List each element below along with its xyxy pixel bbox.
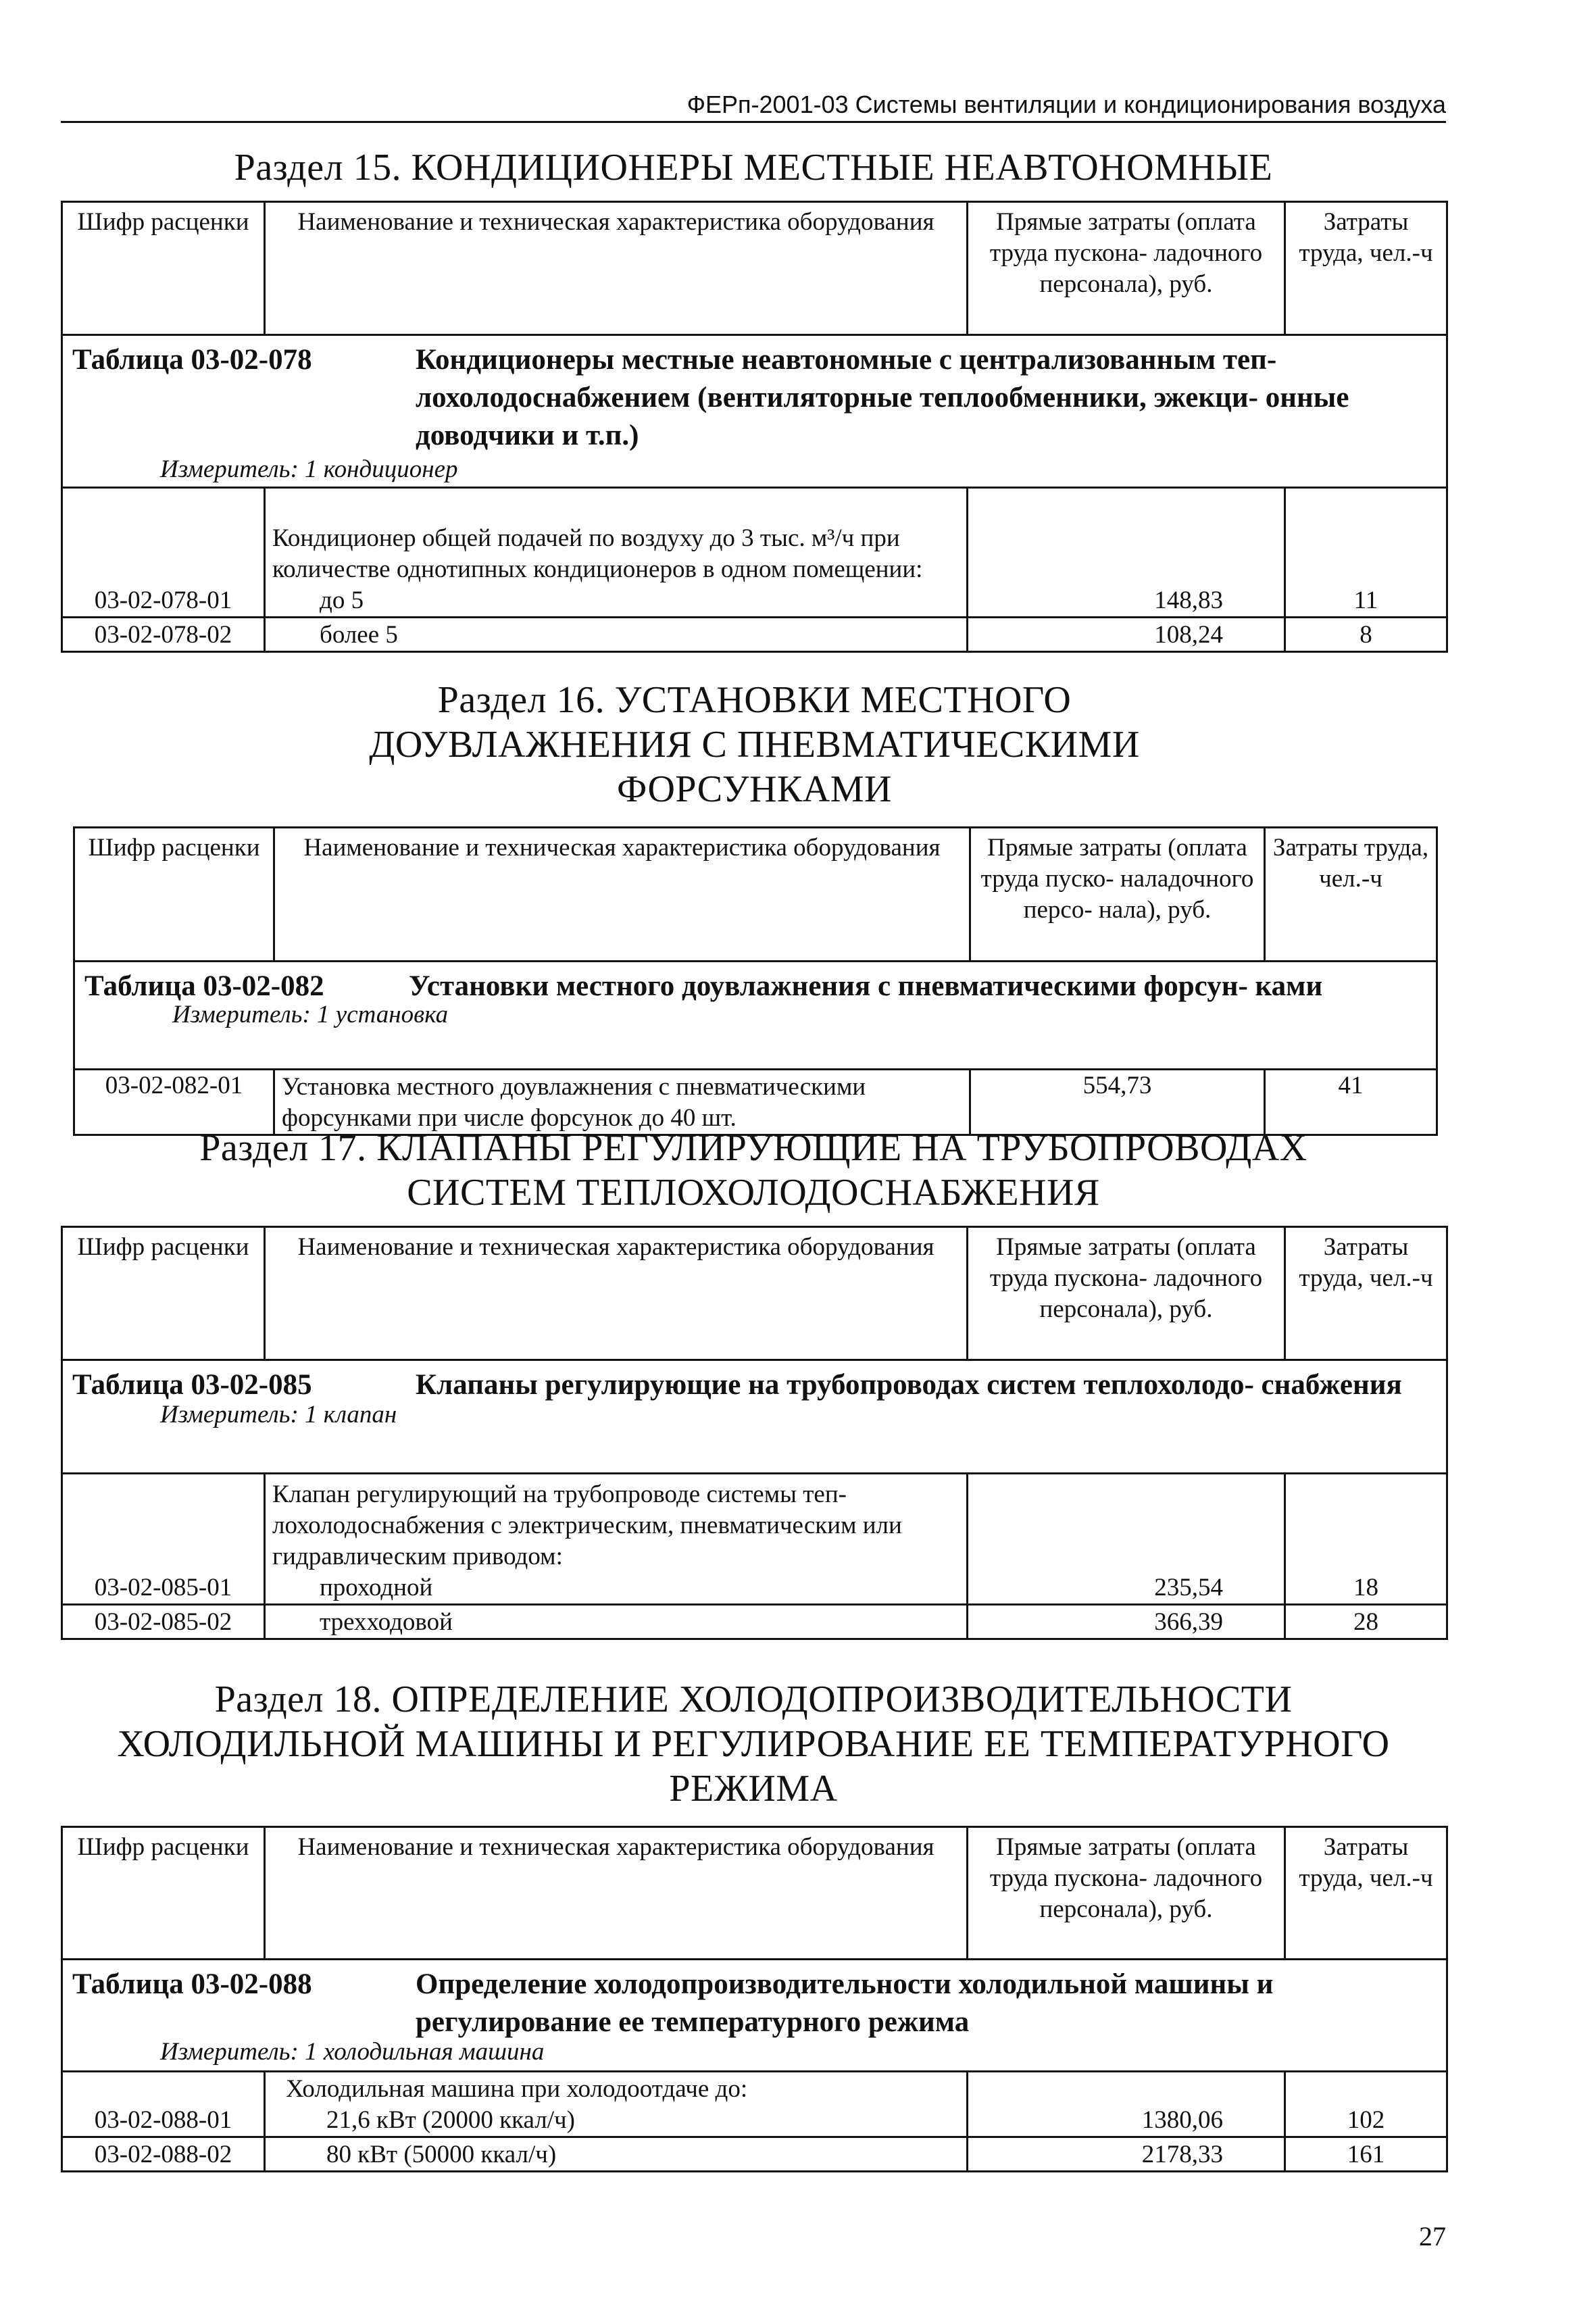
labor-cost: 102 — [1285, 2072, 1447, 2137]
rate-code: 03-02-078-02 — [62, 618, 265, 652]
price-table — [61, 1226, 1448, 1640]
rate-code: 03-02-088-01 — [62, 2072, 265, 2137]
table-row — [62, 2137, 1447, 2172]
table-header-row — [62, 1227, 1447, 1360]
direct-cost: 554,73 — [970, 1070, 1265, 1135]
direct-cost: 108,24 — [968, 618, 1285, 652]
direct-cost: 1380,06 — [968, 2072, 1285, 2137]
table-title: Определение холодопроизводительности холодильной машины и регулирование ее температурного режима — [416, 1968, 1274, 2038]
rate-code: 03-02-078-01 — [62, 488, 265, 618]
col-header-code: Шифр расценки — [74, 828, 274, 962]
col-header-name: Наименование и техническая характеристика оборудования — [265, 202, 968, 335]
direct-cost: 235,54 — [968, 1474, 1285, 1605]
col-header-labor: Затраты труда, чел.-ч — [1265, 828, 1437, 962]
labor-cost: 28 — [1285, 1605, 1447, 1639]
price-table — [73, 826, 1438, 1136]
table-title: Кондиционеры местные неавтономные с централизованным теп- лохолодоснабжением (вентиляторные теплообменники, эжекци- онные доводчики и т.п.) — [416, 344, 1349, 451]
table-caption-row — [74, 962, 1437, 1070]
price-table — [61, 201, 1448, 653]
running-header: ФЕРп-2001-03 Системы вентиляции и кондиционирования воздуха — [61, 90, 1446, 123]
labor-cost: 41 — [1265, 1070, 1437, 1135]
col-header-labor: Затраты труда, чел.-ч — [1285, 1827, 1447, 1960]
page-number: 27 — [1419, 2221, 1446, 2251]
rate-name: более 5 — [320, 621, 398, 649]
unit-of-measure: Измеритель: 1 установка — [172, 1001, 449, 1028]
rate-description — [265, 488, 968, 618]
col-header-name: Наименование и техническая характеристика оборудования — [265, 1227, 968, 1360]
direct-cost: 366,39 — [968, 1605, 1285, 1639]
col-header-code: Шифр расценки — [62, 1227, 265, 1360]
col-header-code: Шифр расценки — [62, 1827, 265, 1960]
col-header-code: Шифр расценки — [62, 202, 265, 335]
col-header-cost: Прямые затраты (оплата труда пуско- наладочного персо- нала), руб. — [970, 828, 1265, 962]
rate-code: 03-02-085-01 — [62, 1474, 265, 1605]
table-header-row — [62, 1827, 1447, 1960]
table-row — [62, 1474, 1447, 1605]
unit-of-measure: Измеритель: 1 холодильная машина — [160, 2038, 545, 2066]
unit-of-measure: Измеритель: 1 клапан — [160, 1401, 397, 1428]
col-header-name: Наименование и техническая характеристика оборудования — [274, 828, 970, 962]
rate-code: 03-02-082-01 — [74, 1070, 274, 1135]
section-16 — [73, 678, 1436, 1136]
labor-cost: 18 — [1285, 1474, 1447, 1605]
col-header-cost: Прямые затраты (оплата труда пускона- ладочного персонала), руб. — [968, 202, 1285, 335]
table-header-row — [62, 202, 1447, 335]
rate-name: трехходовой — [320, 1608, 453, 1636]
col-header-labor: Затраты труда, чел.-ч — [1285, 1227, 1447, 1360]
table-header-row — [74, 828, 1437, 962]
section-title: Раздел 17. КЛАПАНЫ РЕГУЛИРУЮЩИЕ НА ТРУБОПРОВОДАХ СИСТЕМ ТЕПЛОХОЛОДОСНАБЖЕНИЯ — [199, 1127, 1307, 1214]
price-table — [61, 1826, 1448, 2172]
table-number: Таблица 03-02-078 — [72, 344, 312, 376]
section-title: Раздел 15. КОНДИЦИОНЕРЫ МЕСТНЫЕ НЕАВТОНОМНЫЕ — [234, 147, 1273, 189]
group-description: Холодильная машина при холодоотдаче до: — [286, 2075, 748, 2103]
section-title: Раздел 16. УСТАНОВКИ МЕСТНОГО ДОУВЛАЖНЕНИЯ С ПНЕВМАТИЧЕСКИМИ ФОРСУНКАМИ — [369, 679, 1140, 810]
direct-cost: 2178,33 — [968, 2137, 1285, 2172]
group-description: Кондиционер общей подачей по воздуху до 3 тыс. м³/ч при количестве однотипных кондиционеров в одном помещении: — [272, 524, 923, 583]
table-number: Таблица 03-02-085 — [72, 1369, 312, 1401]
rate-name: 21,6 кВт (20000 ккал/ч) — [326, 2106, 575, 2134]
table-caption-row — [62, 1360, 1447, 1474]
col-header-name: Наименование и техническая характеристика оборудования — [265, 1827, 968, 1960]
section-18 — [61, 1677, 1446, 2172]
table-row — [74, 1070, 1437, 1135]
labor-cost: 8 — [1285, 618, 1447, 652]
section-17 — [61, 1126, 1446, 1640]
table-row — [62, 488, 1447, 618]
col-header-cost: Прямые затраты (оплата труда пускона- ладочного персонала), руб. — [968, 1227, 1285, 1360]
rate-name: проходной — [320, 1574, 433, 1601]
rate-code: 03-02-088-02 — [62, 2137, 265, 2172]
rate-description — [265, 1474, 968, 1605]
labor-cost: 161 — [1285, 2137, 1447, 2172]
rate-code: 03-02-085-02 — [62, 1605, 265, 1639]
rate-name: 80 кВт (50000 ккал/ч) — [326, 2141, 557, 2168]
table-caption-row — [62, 1960, 1447, 2072]
rate-description — [265, 2072, 968, 2137]
direct-cost: 148,83 — [968, 488, 1285, 618]
section-title: Раздел 18. ОПРЕДЕЛЕНИЕ ХОЛОДОПРОИЗВОДИТЕЛЬНОСТИ ХОЛОДИЛЬНОЙ МАШИНЫ И РЕГУЛИРОВАНИЕ ЕЕ ТЕМПЕРАТУРНОГО РЕЖИМА — [117, 1678, 1390, 1810]
table-title: Клапаны регулирующие на трубопроводах систем теплохолодо- снабжения — [416, 1369, 1402, 1401]
section-15 — [61, 145, 1446, 653]
unit-of-measure: Измеритель: 1 кондиционер — [160, 455, 458, 483]
col-header-cost: Прямые затраты (оплата труда пускона- ладочного персонала), руб. — [968, 1827, 1285, 1960]
table-row — [62, 618, 1447, 652]
table-number: Таблица 03-02-088 — [72, 1968, 312, 2000]
group-description: Клапан регулирующий на трубопроводе системы теп- лохолодоснабжения с электрическим, пневматическим или гидравлическим приводом: — [272, 1480, 902, 1570]
col-header-labor: Затраты труда, чел.-ч — [1285, 202, 1447, 335]
table-caption-row — [62, 335, 1447, 488]
table-row — [62, 1605, 1447, 1639]
table-row — [62, 2072, 1447, 2137]
table-title: Установки местного доувлажнения с пневматическими форсун- ками — [409, 970, 1323, 1002]
rate-name: до 5 — [320, 587, 364, 614]
rate-name: Установка местного доувлажнения с пневматическими форсунками при числе форсунок до 40 шт. — [274, 1070, 970, 1135]
table-number: Таблица 03-02-082 — [84, 970, 324, 1002]
labor-cost: 11 — [1285, 488, 1447, 618]
